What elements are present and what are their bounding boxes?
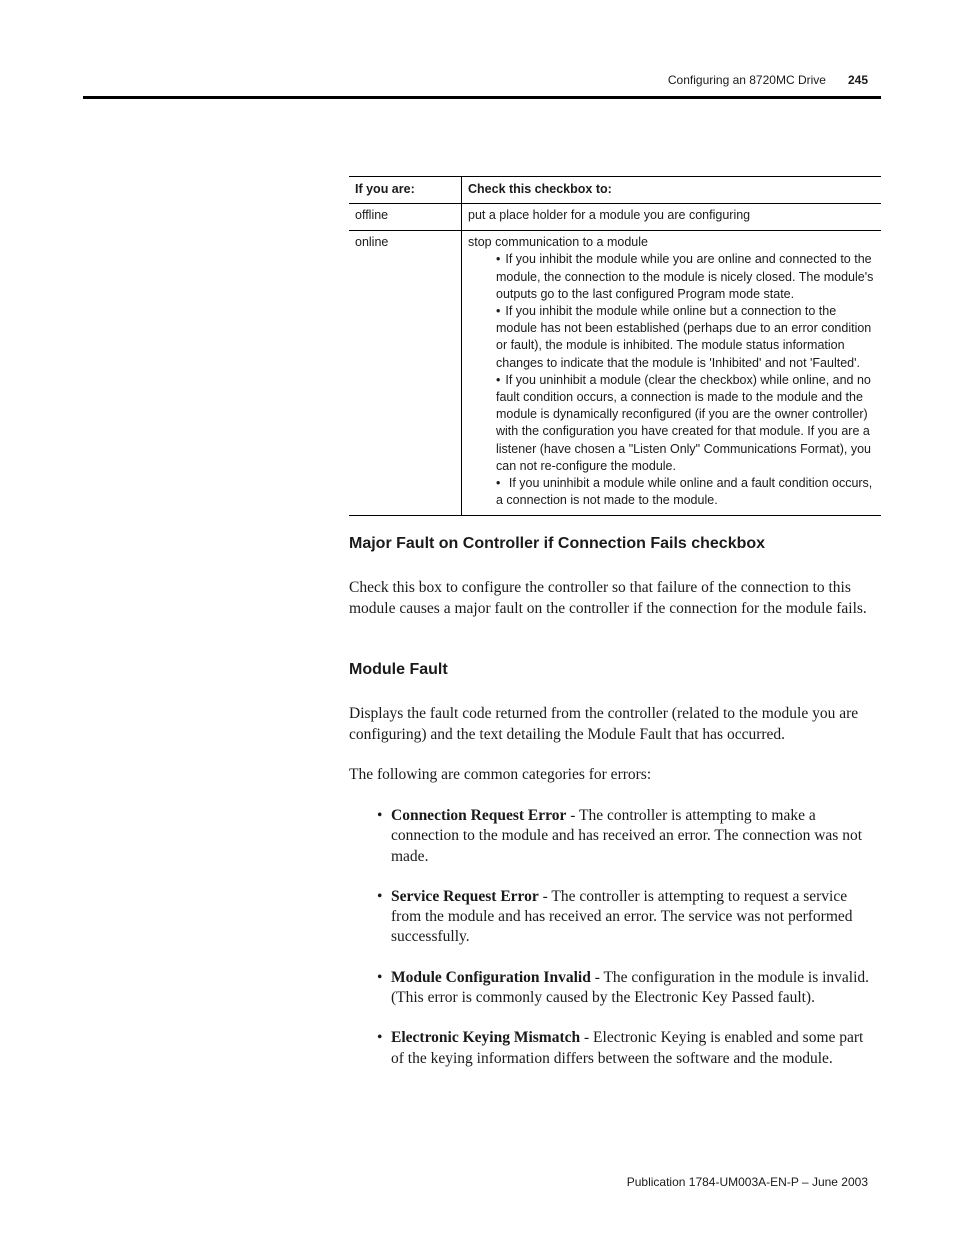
list-item (377, 887, 877, 948)
table-cell-state: online (349, 231, 462, 516)
error-description: - The controller is attempting to request a service from the module and has received an error. The service was not performed successfully. (391, 887, 853, 946)
table-row (349, 231, 881, 516)
running-header (668, 73, 868, 87)
action-bullet-list (468, 251, 875, 509)
section-body-module-fault: Displays the fault code returned from the controller (related to the module you are configuring) and the text detailing the Module Fault that has occurred. (349, 705, 859, 743)
error-description: - The controller is attempting to make a connection to the module and has received an error. The connection was not made. (391, 807, 863, 865)
bullet-icon: • (496, 476, 501, 491)
errors-intro: The following are common categories for errors: (349, 766, 652, 783)
bullet-icon: • (377, 887, 383, 905)
error-term: Connection Request Error (391, 807, 567, 824)
action-text: stop communication to a module (468, 235, 648, 250)
list-item (377, 806, 877, 867)
table-row (349, 204, 881, 231)
error-description: - Electronic Keying is enabled and some part of the keying information differs between the software and the module. (391, 1029, 864, 1067)
table-cell-state: offline (349, 204, 462, 231)
page-number: 245 (847, 73, 868, 87)
list-item: • If you uninhibit a module while online and a fault condition occurs, a connection is not made to the module. (496, 476, 873, 508)
error-description: - The configuration in the module is invalid. (This error is commonly caused by the Electronic Key Passed fault). (391, 968, 870, 1007)
list-item (377, 1028, 877, 1069)
error-term: Electronic Keying Mismatch (391, 1029, 581, 1047)
table-cell-action (462, 231, 882, 516)
bullet-icon: • (377, 807, 383, 824)
action-text: put a place holder for a module you are configuring (468, 208, 751, 222)
header-rule (83, 96, 881, 99)
list-item: • If you uninhibit a module (clear the checkbox) while online, and no fault condition occurs, a connection is made to the module and the module is dynamically reconfigured (if you are the owner controller) with the configuration you have created for that module. If you are a listener (have chosen a "Listen Only" Communications Format), you can not re-configure the module. (496, 372, 872, 473)
checkbox-table (349, 176, 881, 516)
error-term: Module Configuration Invalid (391, 968, 591, 986)
publication-footer: Publication 1784-UM003A-EN-P – June 2003 (626, 1175, 868, 1189)
error-term: Service Request Error (391, 887, 539, 905)
bullet-icon: • (377, 1029, 383, 1047)
column-header-action: Check this checkbox to: (462, 177, 882, 204)
header-title: Configuring an 8720MC Drive (667, 73, 826, 87)
list-item: • If you inhibit the module while you are online and connected to the module, the connection to the module is nicely closed. The module's outputs go to the last configured Program mode state. (496, 252, 874, 301)
bullet-icon: • (377, 968, 383, 986)
list-item: • If you inhibit the module while online but a connection to the module has not been established (perhaps due to an error condition or fault), the module is inhibited. The module status information changes to indicate that the module is 'Inhibited' and not 'Faulted'. (496, 304, 872, 370)
table-header-row (349, 177, 881, 204)
column-header-state: If you are: (349, 177, 462, 204)
table-cell-action (462, 204, 882, 231)
section-heading-major-fault: Major Fault on Controller if Connection Fails checkbox (349, 535, 766, 552)
bullet-icon: • (496, 252, 501, 267)
section-body-major-fault: Check this box to configure the controller so that failure of the connection to this module causes a major fault on the controller if the connection for the module fails. (349, 579, 867, 617)
error-categories-list (377, 806, 877, 1089)
bullet-icon: • (496, 372, 501, 387)
bullet-icon: • (496, 304, 501, 319)
section-heading-module-fault: Module Fault (349, 661, 448, 678)
list-item (377, 968, 877, 1009)
